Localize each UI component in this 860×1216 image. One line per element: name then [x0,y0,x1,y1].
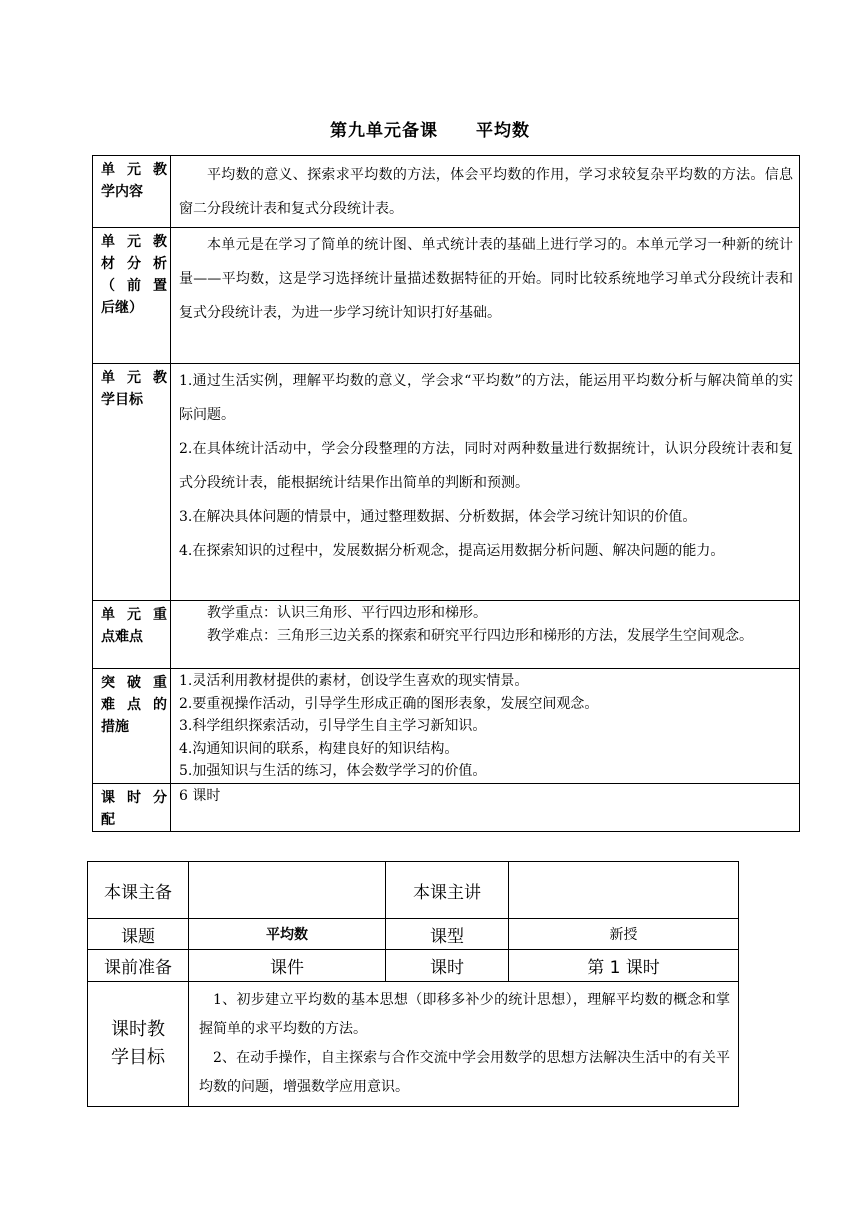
label-line: 课 时 分 [101,789,167,806]
speaker-label: 本课主讲 [386,862,509,919]
row-content [171,228,800,364]
topic-value: 平均数 [189,919,386,950]
type-label: 课型 [386,919,509,950]
content-paragraph: 教学难点：三角形三边关系的探索和研究平行四边形和梯形的方法，发展学生空间观念。 [207,627,753,644]
materials-label: 课前准备 [88,950,189,982]
table-row [93,783,800,831]
prep-label: 本课主备 [88,862,189,919]
label-line: （ 前 置 [101,278,167,294]
content-paragraph: 3.科学组织探索活动，引导学生自主学习新知识。 [179,718,487,734]
table-row [93,669,800,784]
content-paragraph: 2.在具体统计活动中，学会分段整理的方法，同时对两种数量进行数据统计，认识分段统计表和复式分段统计表，能根据统计结果作出简单的判断和预测。 [179,441,793,491]
label-line: 点难点 [101,629,143,645]
label-line: 学目标 [101,392,143,408]
unit-plan-table [92,155,800,832]
content-paragraph: 1.灵活利用教材提供的素材，创设学生喜欢的现实情景。 [179,673,529,689]
content-paragraph: 1.通过生活实例，理解平均数的意义，学会求“平均数”的方法，能运用平均数分析与解决简单的实际问题。 [179,373,793,423]
content-paragraph: 5.加强知识与生活的练习，体会数学学习的价值。 [179,763,487,779]
table-row [88,982,739,1107]
content-paragraph: 2.要重视操作活动，引导学生形成正确的图形表象，发展空间观念。 [179,695,599,712]
row-label-analysis [93,228,171,364]
label-line: 措施 [101,719,129,735]
label-line: 难 点 的 [101,697,167,713]
label-line: 单 元 教 [101,234,167,250]
goal-paragraph: 1、初步建立平均数的基本思想（即移多补少的统计思想），理解平均数的概念和掌握简单的求平均数的方法。 [199,992,730,1037]
row-content [171,669,800,784]
content-paragraph: 6 课时 [179,787,221,804]
row-label-hours [93,783,171,831]
content-paragraph: 4.沟通知识间的联系，构建良好的知识结构。 [179,740,459,757]
label-line: 单 元 教 [101,370,167,386]
content-paragraph: 平均数的意义、探索求平均数的方法，体会平均数的作用，学习求较复杂平均数的方法。信息窗二分段统计表和复式分段统计表。 [179,167,793,217]
goal-paragraph: 2、在动手操作，自主探索与合作交流中学会用数学的思想方法解决生活中的有关平均数的问题，增强数学应用意识。 [199,1050,730,1095]
row-content [171,601,800,669]
title-main: 第九单元备课 [330,121,438,141]
table-row [88,919,739,950]
goal-content [189,982,739,1107]
title-sub: 平均数 [476,121,530,141]
label-line: 配 [101,811,115,828]
period-label: 课时 [386,950,509,982]
row-content [171,364,800,601]
label-line: 后继） [101,300,143,316]
row-label-keypoints [93,601,171,669]
content-paragraph: 4.在探索知识的过程中，发展数据分析观念，提高运用数据分析问题、解决问题的能力。 [179,543,725,559]
label-line: 单 元 教 [101,162,167,178]
label-line: 单 元 重 [101,607,167,623]
row-label-content [93,156,171,228]
label-line: 课时教 [111,1019,165,1040]
prep-value [189,862,386,919]
period-value: 第 1 课时 [509,950,739,982]
label-line: 突 破 重 [101,675,167,691]
goal-label [88,982,189,1107]
table-row [93,156,800,228]
table-row [88,950,739,982]
speaker-value [509,862,739,919]
table-row [88,862,739,919]
label-line: 材 分 析 [101,256,167,272]
row-label-measures [93,669,171,784]
row-label-goals [93,364,171,601]
content-paragraph: 本单元是在学习了简单的统计图、单式统计表的基础上进行学习的。本单元学习一种新的统计量——平均数，这是学习选择统计量描述数据特征的开始。同时比较系统地学习单式分段统计表和复式分段统计表，为进一步学习统计知识打好基础。 [179,237,793,321]
table-row [93,364,800,601]
type-value: 新授 [509,919,739,950]
label-line: 学内容 [101,184,143,200]
label-line: 学目标 [111,1047,165,1068]
table-row [93,601,800,669]
content-paragraph: 教学重点：认识三角形、平行四边形和梯形。 [207,605,487,621]
table-row [93,228,800,364]
lesson-plan-table [87,861,739,1107]
topic-label: 课题 [88,919,189,950]
page-title [0,116,860,141]
content-paragraph: 3.在解决具体问题的情景中，通过整理数据、分析数据，体会学习统计知识的价值。 [179,509,697,525]
row-content [171,783,800,831]
materials-value: 课件 [189,950,386,982]
row-content [171,156,800,228]
